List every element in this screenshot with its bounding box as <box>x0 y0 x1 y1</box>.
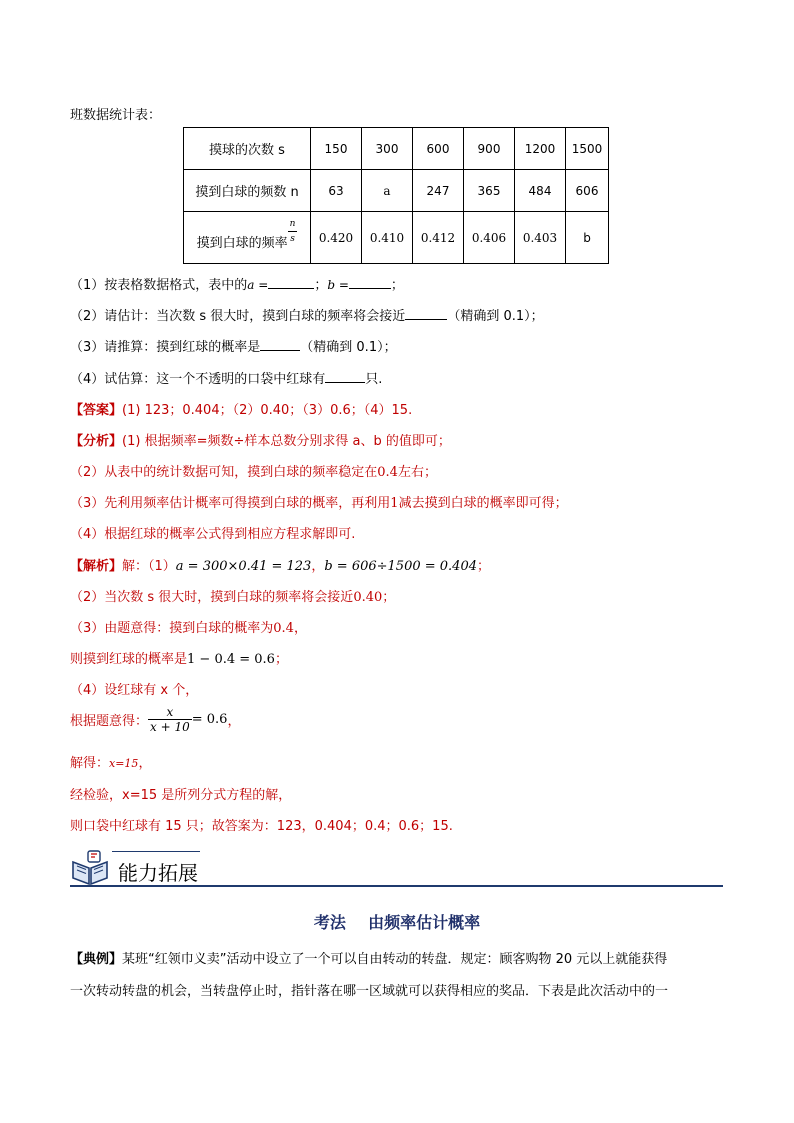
analysis-text: 减去摸到白球的概率即可得； <box>398 496 568 511</box>
table-cell: a <box>362 170 413 212</box>
table-cell: 1500 <box>566 128 609 170</box>
solution-text: 根据题意得： <box>70 714 149 729</box>
row-label: 摸到白球的频数 n <box>184 170 311 212</box>
fraction-numerator: n <box>288 217 298 232</box>
separator: ； <box>382 590 396 605</box>
equation-b: b = 606÷1500 = 0.404 <box>324 559 477 574</box>
question-3-note: （精确到 0.1）； <box>300 340 397 355</box>
answer-line <box>70 399 412 418</box>
answer-blank <box>405 307 447 320</box>
table-cell: 247 <box>413 170 464 212</box>
table-row <box>184 128 609 170</box>
separator: ， <box>138 756 152 771</box>
table-cell: 0.410 <box>362 212 413 264</box>
table-cell: 0.403 <box>515 212 566 264</box>
fraction-numerator: x <box>148 705 192 720</box>
fraction-denominator: s <box>290 234 295 244</box>
var-b: b = <box>327 278 349 292</box>
question-4-text: （4）试估算：这一个不透明的口袋中红球有 <box>70 372 326 387</box>
table-cell: 484 <box>515 170 566 212</box>
separator: ； <box>274 652 288 667</box>
solution-text: （2）当次数 s 很大时，摸到白球的频率将会接近 <box>70 590 354 605</box>
intro-text: 班数据统计表： <box>70 108 162 123</box>
answer-text: (1) 123；0.404；（2）0.40；（3）0.6；（4）15. <box>122 403 413 418</box>
solution-text: 解：（1） <box>122 559 176 574</box>
question-4 <box>70 368 382 387</box>
question-2-text: （2）请估计：当次数 s 很大时，摸到白球的频率将会接近 <box>70 309 406 324</box>
title-overline <box>112 851 200 852</box>
question-3 <box>70 336 397 355</box>
solution-line-9: 则口袋中红球有 15 只；故答案为：123，0.404；0.4；0.6；15. <box>70 819 453 834</box>
solution-text: 解得： <box>70 756 110 771</box>
answer-blank <box>349 276 391 289</box>
table-row <box>184 212 609 264</box>
equation-fraction <box>148 705 192 734</box>
answer-blank <box>325 370 365 383</box>
analysis-text: 左右； <box>397 465 437 480</box>
question-3-text: （3）请推算：摸到红球的概率是 <box>70 340 261 355</box>
solution-line-8: 经检验，x=15 是所列分式方程的解， <box>70 788 292 803</box>
fraction-n-over-s <box>288 217 298 246</box>
solution-line-5: （4）设红球有 x 个， <box>70 683 199 698</box>
table-cell: 150 <box>311 128 362 170</box>
row-label: 摸到白球的频率 <box>196 236 288 251</box>
solution-value: 0.40 <box>353 590 383 605</box>
table-cell: 606 <box>566 170 609 212</box>
separator: ； <box>477 559 491 574</box>
analysis-line-3 <box>70 492 568 511</box>
solution-line-1 <box>70 555 490 574</box>
analysis-text: （3）先利用频率估计概率可得摸到白球的概率，再利用 <box>70 496 391 511</box>
equation-rhs: = 0.6 <box>191 712 228 727</box>
statistics-table <box>183 127 609 264</box>
example-line-2: 一次转动转盘的机会，当转盘停止时，指针落在哪一区域就可以获得相应的奖品．下表是此次活动中的一 <box>70 984 669 999</box>
question-2 <box>70 305 544 324</box>
solution-line-4 <box>70 648 288 667</box>
analysis-line-2 <box>70 461 437 480</box>
solution-value: x=15 <box>109 757 139 770</box>
table-cell: 300 <box>362 128 413 170</box>
table-cell: 365 <box>464 170 515 212</box>
separator: ， <box>227 714 241 729</box>
equation-red-probability: 1 − 0.4 = 0.6 <box>187 652 275 667</box>
var-a: a = <box>247 278 269 292</box>
row-label-frequency <box>184 212 311 264</box>
section-rule <box>70 885 723 887</box>
solution-line-2 <box>70 586 395 605</box>
fraction-denominator: x + 10 <box>150 720 190 734</box>
question-1-text: （1）按表格数据格式，表中的 <box>70 278 248 293</box>
table-cell: 600 <box>413 128 464 170</box>
solution-text: （3）由题意得：摸到白球的概率为 <box>70 621 274 636</box>
separator: ； <box>390 278 404 293</box>
solution-line-3 <box>70 617 307 636</box>
separator: ， <box>293 621 307 636</box>
table-cell: 0.406 <box>464 212 515 264</box>
analysis-tag: 【分析】 <box>70 434 123 449</box>
example-tag: 【典例】 <box>70 952 123 967</box>
equation-a: a = 300×0.41 = 123 <box>175 559 312 574</box>
question-4-unit: 只. <box>365 372 383 387</box>
book-icon <box>70 848 110 886</box>
row-label: 摸球的次数 s <box>184 128 311 170</box>
solution-value: 0.4 <box>273 621 294 636</box>
analysis-line-4: （4）根据红球的概率公式得到相应方程求解即可. <box>70 527 356 542</box>
solution-line-7 <box>70 752 151 771</box>
solution-text: 则摸到红球的概率是 <box>70 652 188 667</box>
table-cell: 0.412 <box>413 212 464 264</box>
answer-blank <box>268 276 314 289</box>
example-line-1 <box>70 948 667 967</box>
answer-tag: 【答案】 <box>70 403 123 418</box>
table-cell: b <box>566 212 609 264</box>
separator: ； <box>314 278 328 293</box>
table-cell: 1200 <box>515 128 566 170</box>
question-2-note: （精确到 0.1）； <box>447 309 544 324</box>
table-cell: 900 <box>464 128 515 170</box>
analysis-value: 1 <box>390 496 399 511</box>
analysis-value: 0.4 <box>377 465 398 480</box>
separator: ， <box>311 559 325 574</box>
table-cell: 63 <box>311 170 362 212</box>
solution-line-6 <box>70 705 240 734</box>
table-cell: 0.420 <box>311 212 362 264</box>
analysis-line-1 <box>70 430 451 449</box>
table-row <box>184 170 609 212</box>
section-title: 能力拓展 <box>118 861 198 885</box>
example-text: 某班“红领巾义卖”活动中设立了一个可以自由转动的转盘．规定：顾客购物 20 元以上就能获得 <box>122 952 668 967</box>
question-1 <box>70 274 404 293</box>
analysis-text: (1) 根据频率=频数÷样本总数分别求得 a、b 的值即可； <box>122 434 451 449</box>
analysis-text: （2）从表中的统计数据可知，摸到白球的频率稳定在 <box>70 465 378 480</box>
solution-tag: 【解析】 <box>70 559 123 574</box>
section-subtitle: 考法 由频率估计概率 <box>313 913 481 932</box>
answer-blank <box>260 338 300 351</box>
